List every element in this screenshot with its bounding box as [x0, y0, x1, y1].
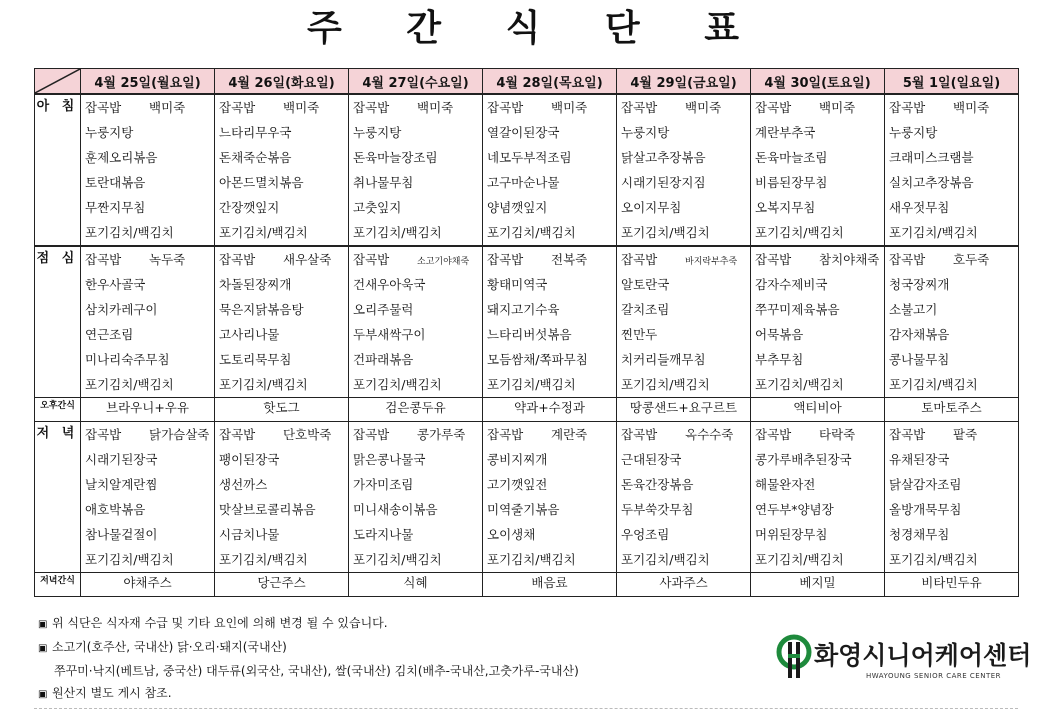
square-bullet-icon: ▣ — [38, 643, 48, 654]
note-line — [38, 682, 579, 706]
main-dish: 잡곡밥 — [487, 427, 524, 442]
menu-item: 양념깻잎지 — [487, 200, 548, 215]
rice-porridge-line — [483, 95, 616, 120]
menu-item: 애호박볶음 — [85, 502, 146, 517]
menu-item: 훈제오리볶음 — [85, 150, 158, 165]
main-dish: 잡곡밥 — [487, 252, 524, 267]
rice-porridge-line — [885, 95, 1018, 120]
rice-porridge-line — [885, 422, 1018, 447]
menu-item: 포기김치/백김치 — [219, 377, 308, 392]
main-dish: 잡곡밥 — [621, 252, 658, 267]
main-dish: 잡곡밥 — [85, 100, 122, 115]
porridge: 백미죽 — [149, 100, 186, 115]
menu-item: 포기김치/백김치 — [621, 552, 710, 567]
rice-porridge-line — [751, 247, 884, 272]
menu-item: 찐만두 — [621, 327, 658, 342]
dinner-row — [35, 422, 1019, 573]
main-dish: 잡곡밥 — [889, 252, 926, 267]
lunch-day-cell — [349, 246, 483, 398]
menu-item: 느타리버섯볶음 — [487, 327, 572, 342]
rice-porridge-line — [81, 422, 214, 447]
evening-snack-row — [35, 573, 1019, 597]
menu-item: 모듬쌈채/쪽파무침 — [487, 352, 588, 367]
menu-item: 청경채무침 — [889, 527, 950, 542]
menu-item: 포기김치/백김치 — [755, 552, 844, 567]
menu-item: 두부새싹구이 — [353, 327, 426, 342]
menu-item: 치커리들깨무침 — [621, 352, 706, 367]
center-logo — [774, 632, 1032, 688]
menu-item: 간장깻잎지 — [219, 200, 280, 215]
menu-item: 새우젓무침 — [889, 200, 950, 215]
main-dish: 잡곡밥 — [755, 252, 792, 267]
note-text: 쭈꾸미·낙지(베트남, 중국산) 대두류(외국산, 국내산), 쌀(국내산) 김치(배추-국내산,고춧가루-국내산) — [54, 664, 579, 678]
porridge: 계란죽 — [551, 427, 588, 442]
porridge: 콩가루죽 — [417, 427, 466, 442]
menu-item: 무짠지무침 — [85, 200, 146, 215]
rice-porridge-line — [349, 247, 482, 272]
menu-item: 포기김치/백김치 — [85, 377, 174, 392]
afternoon-snack-cell: 땅콩샌드+요구르트 — [617, 398, 751, 422]
menu-item: 돈육마늘조림 — [755, 150, 828, 165]
breakfast-day-cell — [483, 94, 617, 246]
menu-item: 가자미조림 — [353, 477, 414, 492]
menu-item: 소불고기 — [889, 302, 938, 317]
porridge: 닭가슴살죽 — [149, 427, 210, 442]
menu-item: 도라지나물 — [353, 527, 414, 542]
rice-porridge-line — [885, 247, 1018, 272]
porridge: 옥수수죽 — [685, 427, 734, 442]
diagonal-line — [35, 69, 80, 93]
square-bullet-icon: ▣ — [38, 689, 48, 700]
menu-item: 포기김치/백김치 — [85, 225, 174, 240]
menu-item: 감자채볶음 — [889, 327, 950, 342]
porridge: 전복죽 — [551, 252, 588, 267]
menu-item: 시래기된장지짐 — [621, 175, 706, 190]
breakfast-day-cell — [885, 94, 1019, 246]
menu-item: 포기김치/백김치 — [353, 225, 442, 240]
menu-item: 고사리나물 — [219, 327, 280, 342]
note-text: 원산지 별도 게시 참조. — [52, 686, 172, 700]
porridge: 소고기야채죽 — [417, 257, 470, 267]
menu-item: 포기김치/백김치 — [353, 552, 442, 567]
menu-item: 실치고추장볶음 — [889, 175, 974, 190]
menu-item: 느타리무우국 — [219, 125, 292, 140]
lunch-label: 점 심 — [35, 246, 81, 398]
rice-porridge-line — [751, 422, 884, 447]
menu-item: 쭈꾸미제육볶음 — [755, 302, 840, 317]
menu-item: 크래미스크램블 — [889, 150, 974, 165]
menu-item: 부추무침 — [755, 352, 804, 367]
rice-porridge-line — [483, 422, 616, 447]
page-title: 주 간 식 단 표 — [306, 8, 765, 49]
main-dish: 잡곡밥 — [755, 100, 792, 115]
note-text: 위 식단은 식자재 수급 및 기타 요인에 의해 변경 될 수 있습니다. — [52, 616, 388, 630]
menu-item: 네모두부적조림 — [487, 150, 572, 165]
main-dish: 잡곡밥 — [487, 100, 524, 115]
porridge: 녹두죽 — [149, 252, 186, 267]
evening-snack-cell: 비타민두유 — [885, 573, 1019, 597]
day-header: 4월 26일(화요일) — [215, 69, 349, 95]
rice-porridge-line — [483, 247, 616, 272]
menu-item: 오이지무침 — [621, 200, 682, 215]
corner-cell — [35, 69, 81, 95]
menu-item: 갈치조림 — [621, 302, 670, 317]
menu-item: 포기김치/백김치 — [85, 552, 174, 567]
menu-item: 생선까스 — [219, 477, 268, 492]
rice-porridge-line — [617, 95, 750, 120]
lunch-day-cell — [751, 246, 885, 398]
menu-item: 맛살브로콜리볶음 — [219, 502, 316, 517]
lunch-day-cell — [483, 246, 617, 398]
menu-item: 누룽지탕 — [85, 125, 134, 140]
day-header: 4월 27일(수요일) — [349, 69, 483, 95]
dinner-day-cell — [81, 422, 215, 573]
afternoon-snack-cell: 토마토주스 — [885, 398, 1019, 422]
evening-snack-cell: 당근주스 — [215, 573, 349, 597]
menu-item: 콩비지찌개 — [487, 452, 548, 467]
rice-porridge-line — [751, 95, 884, 120]
day-header: 4월 25일(월요일) — [81, 69, 215, 95]
breakfast-row — [35, 94, 1019, 246]
menu-item: 유채된장국 — [889, 452, 950, 467]
afternoon-snack-label: 오후간식 — [35, 398, 81, 422]
day-header: 4월 30일(토요일) — [751, 69, 885, 95]
breakfast-label: 아 침 — [35, 94, 81, 246]
main-dish: 잡곡밥 — [85, 427, 122, 442]
porridge: 백미죽 — [417, 100, 454, 115]
menu-item: 포기김치/백김치 — [487, 552, 576, 567]
menu-item: 누룽지탕 — [621, 125, 670, 140]
evening-snack-cell: 베지밀 — [751, 573, 885, 597]
dinner-label: 저 녁 — [35, 422, 81, 573]
menu-item: 포기김치/백김치 — [219, 552, 308, 567]
menu-item: 시래기된장국 — [85, 452, 158, 467]
menu-item: 우엉조림 — [621, 527, 670, 542]
menu-item: 도토리묵무침 — [219, 352, 292, 367]
rice-porridge-line — [617, 247, 750, 272]
dinner-day-cell — [215, 422, 349, 573]
main-dish: 잡곡밥 — [353, 100, 390, 115]
lunch-day-cell — [885, 246, 1019, 398]
note-line — [38, 636, 579, 660]
dinner-day-cell — [751, 422, 885, 573]
afternoon-snack-row — [35, 398, 1019, 422]
breakfast-day-cell — [215, 94, 349, 246]
notes — [38, 612, 579, 706]
day-header: 4월 28일(목요일) — [483, 69, 617, 95]
porridge: 새우살죽 — [283, 252, 332, 267]
menu-item: 오복지무침 — [755, 200, 816, 215]
main-dish: 잡곡밥 — [755, 427, 792, 442]
menu-item: 돼지고기수육 — [487, 302, 560, 317]
menu-item: 닭살감자조림 — [889, 477, 962, 492]
menu-item: 아몬드멸치볶음 — [219, 175, 304, 190]
menu-item: 맑은콩나물국 — [353, 452, 426, 467]
evening-snack-cell: 배음료 — [483, 573, 617, 597]
rice-porridge-line — [215, 95, 348, 120]
menu-item: 포기김치/백김치 — [621, 225, 710, 240]
porridge: 참치야채죽 — [819, 252, 880, 267]
afternoon-snack-cell: 약과+수정과 — [483, 398, 617, 422]
rice-porridge-line — [81, 95, 214, 120]
evening-snack-cell: 야채주스 — [81, 573, 215, 597]
menu-item: 포기김치/백김치 — [889, 552, 978, 567]
menu-item: 팽이된장국 — [219, 452, 280, 467]
menu-item: 한우사골국 — [85, 277, 146, 292]
main-dish: 잡곡밥 — [889, 100, 926, 115]
note-text: 소고기(호주산, 국내산) 닭·오리·돼지(국내산) — [52, 640, 287, 654]
menu-item: 오리주물럭 — [353, 302, 414, 317]
rice-porridge-line — [81, 247, 214, 272]
afternoon-snack-cell: 검은콩두유 — [349, 398, 483, 422]
evening-snack-label: 저녁간식 — [35, 573, 81, 597]
afternoon-snack-cell: 액티비아 — [751, 398, 885, 422]
menu-item: 콩나물무침 — [889, 352, 950, 367]
menu-item: 차돌된장찌개 — [219, 277, 292, 292]
menu-item: 근대된장국 — [621, 452, 682, 467]
porridge: 호두죽 — [953, 252, 990, 267]
evening-snack-cell: 식혜 — [349, 573, 483, 597]
menu-item: 연근조림 — [85, 327, 134, 342]
porridge: 단호박죽 — [283, 427, 332, 442]
porridge: 백미죽 — [953, 100, 990, 115]
menu-item: 연두부*양념장 — [755, 502, 834, 517]
menu-item: 머위된장무침 — [755, 527, 828, 542]
lunch-day-cell — [215, 246, 349, 398]
menu-item: 콩가루배추된장국 — [755, 452, 852, 467]
menu-item: 건새우아욱국 — [353, 277, 426, 292]
day-header: 5월 1일(일요일) — [885, 69, 1019, 95]
rice-porridge-line — [215, 247, 348, 272]
menu-item: 포기김치/백김치 — [219, 225, 308, 240]
menu-item: 알토란국 — [621, 277, 670, 292]
rice-porridge-line — [215, 422, 348, 447]
rice-porridge-line — [349, 422, 482, 447]
breakfast-day-cell — [349, 94, 483, 246]
menu-item: 비름된장무침 — [755, 175, 828, 190]
menu-item: 돈육간장볶음 — [621, 477, 694, 492]
menu-item: 포기김치/백김치 — [889, 225, 978, 240]
menu-item: 삼치카레구이 — [85, 302, 158, 317]
hwayoung-logo-icon — [774, 632, 814, 684]
menu-item: 황태미역국 — [487, 277, 548, 292]
dinner-day-cell — [483, 422, 617, 573]
porridge: 백미죽 — [685, 100, 722, 115]
menu-item: 고춧잎지 — [353, 200, 402, 215]
menu-item: 누룽지탕 — [889, 125, 938, 140]
menu-item: 고구마순나물 — [487, 175, 560, 190]
main-dish: 잡곡밥 — [219, 427, 256, 442]
menu-item: 감자수제비국 — [755, 277, 828, 292]
menu-item: 시금치나물 — [219, 527, 280, 542]
dinner-day-cell — [885, 422, 1019, 573]
rice-porridge-line — [617, 422, 750, 447]
dinner-day-cell — [349, 422, 483, 573]
porridge: 타락죽 — [819, 427, 856, 442]
menu-item: 참나물겉절이 — [85, 527, 158, 542]
lunch-day-cell — [81, 246, 215, 398]
dinner-day-cell — [617, 422, 751, 573]
main-dish: 잡곡밥 — [219, 100, 256, 115]
menu-item: 포기김치/백김치 — [353, 377, 442, 392]
afternoon-snack-cell: 핫도그 — [215, 398, 349, 422]
menu-item: 포기김치/백김치 — [755, 377, 844, 392]
day-header: 4월 29일(금요일) — [617, 69, 751, 95]
main-dish: 잡곡밥 — [621, 427, 658, 442]
menu-item: 두부쑥갓무침 — [621, 502, 694, 517]
rice-porridge-line — [349, 95, 482, 120]
porridge: 팥죽 — [953, 427, 978, 442]
lunch-day-cell — [617, 246, 751, 398]
menu-item: 돈육마늘장조림 — [353, 150, 438, 165]
menu-item: 닭살고추장볶음 — [621, 150, 706, 165]
menu-item: 포기김치/백김치 — [889, 377, 978, 392]
menu-item: 오이생채 — [487, 527, 536, 542]
center-subtitle: HWAYOUNG SENIOR CARE CENTER — [866, 672, 1002, 680]
breakfast-day-cell — [751, 94, 885, 246]
menu-item: 청국장찌개 — [889, 277, 950, 292]
afternoon-snack-cell: 브라우니+우유 — [81, 398, 215, 422]
menu-item: 묵은지닭볶음탕 — [219, 302, 304, 317]
menu-item: 건파래볶음 — [353, 352, 414, 367]
porridge: 백미죽 — [819, 100, 856, 115]
weekly-menu-table — [34, 68, 1019, 597]
menu-item: 미나리숙주무침 — [85, 352, 170, 367]
breakfast-day-cell — [617, 94, 751, 246]
menu-item: 포기김치/백김치 — [621, 377, 710, 392]
breakfast-day-cell — [81, 94, 215, 246]
menu-item: 올방개묵무침 — [889, 502, 962, 517]
menu-item: 계란부추국 — [755, 125, 816, 140]
menu-item: 미니새송이볶음 — [353, 502, 438, 517]
menu-item: 열갈이된장국 — [487, 125, 560, 140]
header-row — [35, 69, 1019, 95]
menu-item: 해물완자전 — [755, 477, 816, 492]
main-dish: 잡곡밥 — [85, 252, 122, 267]
main-dish: 잡곡밥 — [621, 100, 658, 115]
menu-item: 토란대볶음 — [85, 175, 146, 190]
menu-item: 날치알계란찜 — [85, 477, 158, 492]
main-dish: 잡곡밥 — [889, 427, 926, 442]
porridge: 바지락부추죽 — [685, 257, 738, 267]
lunch-row — [35, 246, 1019, 398]
main-dish: 잡곡밥 — [219, 252, 256, 267]
evening-snack-cell: 사과주스 — [617, 573, 751, 597]
center-name: 화영시니어케어센터 — [814, 641, 1032, 670]
menu-item: 포기김치/백김치 — [755, 225, 844, 240]
bottom-divider — [34, 708, 1018, 709]
square-bullet-icon: ▣ — [38, 619, 48, 630]
menu-item: 취나물무침 — [353, 175, 414, 190]
note-line — [38, 660, 579, 682]
menu-item: 포기김치/백김치 — [487, 377, 576, 392]
main-dish: 잡곡밥 — [353, 252, 390, 267]
note-line — [38, 612, 579, 636]
menu-item: 누룽지탕 — [353, 125, 402, 140]
porridge: 백미죽 — [551, 100, 588, 115]
main-dish: 잡곡밥 — [353, 427, 390, 442]
menu-item: 돈채죽순볶음 — [219, 150, 292, 165]
menu-item: 미역줄기볶음 — [487, 502, 560, 517]
menu-item: 고기깻잎전 — [487, 477, 548, 492]
porridge: 백미죽 — [283, 100, 320, 115]
menu-item: 포기김치/백김치 — [487, 225, 576, 240]
menu-item: 어묵볶음 — [755, 327, 804, 342]
